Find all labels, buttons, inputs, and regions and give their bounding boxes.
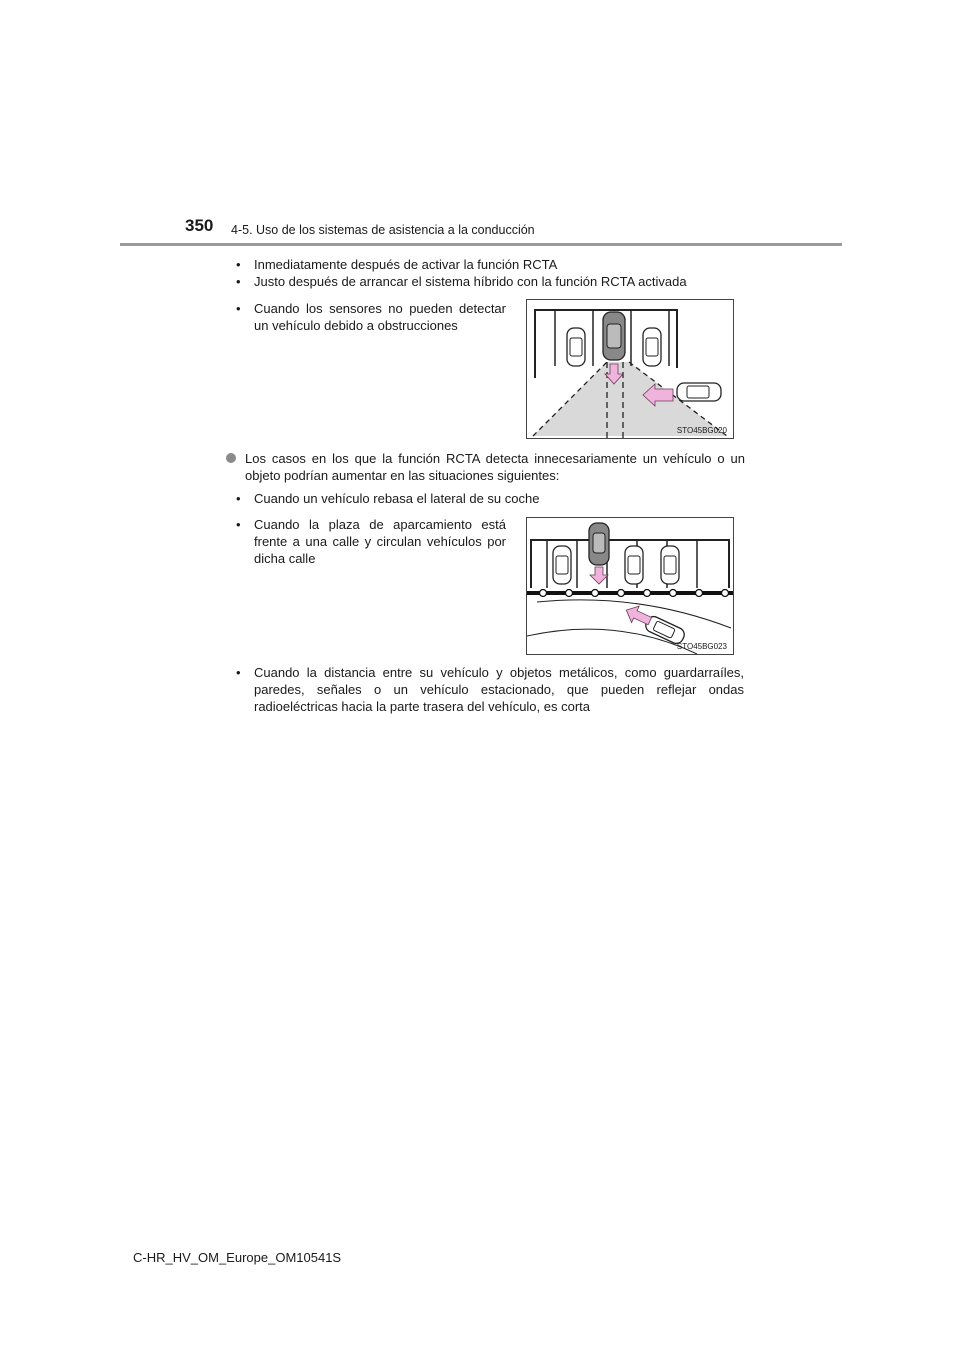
paragraph-unnecessary-detection: Los casos en los que la función RCTA detecta innecesariamente un vehículo o un objeto podrían aumentar en las situaciones siguientes:: [245, 451, 745, 483]
figure-code: STO45BG023: [676, 642, 727, 651]
page-number: 350: [185, 216, 214, 235]
header-rule: [120, 243, 842, 246]
parked-car-icon: [661, 546, 679, 584]
parking-street-svg: [527, 518, 733, 654]
list-item-street: • Cuando la plaza de aparcamiento está frente a una calle y circulan vehículos por dicha calle: [236, 517, 506, 566]
section-title: 4-5. Uso de los sistemas de asistencia a la conducción: [231, 223, 535, 237]
circle-bullet-icon: [226, 453, 236, 463]
parked-car-left-icon: [567, 328, 585, 366]
footer-doc-code: C-HR_HV_OM_Europe_OM10541S: [133, 1250, 342, 1265]
parked-car-icon: [625, 546, 643, 584]
parked-car-right-icon: [643, 328, 661, 366]
figure-obstruction-illustration: [526, 299, 734, 439]
bullet-list-top: [236, 256, 756, 290]
parked-car-icon: [553, 546, 571, 584]
parking-obstruction-svg: [527, 300, 733, 438]
own-car-icon: [603, 312, 625, 360]
approaching-car-icon: [677, 383, 721, 401]
reverse-arrow-icon: [590, 567, 608, 584]
list-item: • Justo después de arrancar el sistema híbrido con la función RCTA activada: [236, 274, 687, 289]
own-car-icon: [589, 523, 609, 565]
figure-street-illustration: [526, 517, 734, 655]
list-item: • Inmediatamente después de activar la función RCTA: [236, 257, 558, 272]
list-item-obstructions: • Cuando los sensores no pueden detectar un vehículo debido a obstrucciones: [236, 301, 506, 333]
list-item-metal: • Cuando la distancia entre su vehículo y objetos metálicos, como guardarraíles, paredes, señales o un vehículo estacionado, que pueden reflejar ondas radioeléctricas hacia la parte trasera del vehículo, es corta: [236, 665, 744, 714]
list-item-passing: • Cuando un vehículo rebasa el lateral de su coche: [236, 491, 540, 506]
figure-code: STO45BG020: [676, 426, 727, 435]
